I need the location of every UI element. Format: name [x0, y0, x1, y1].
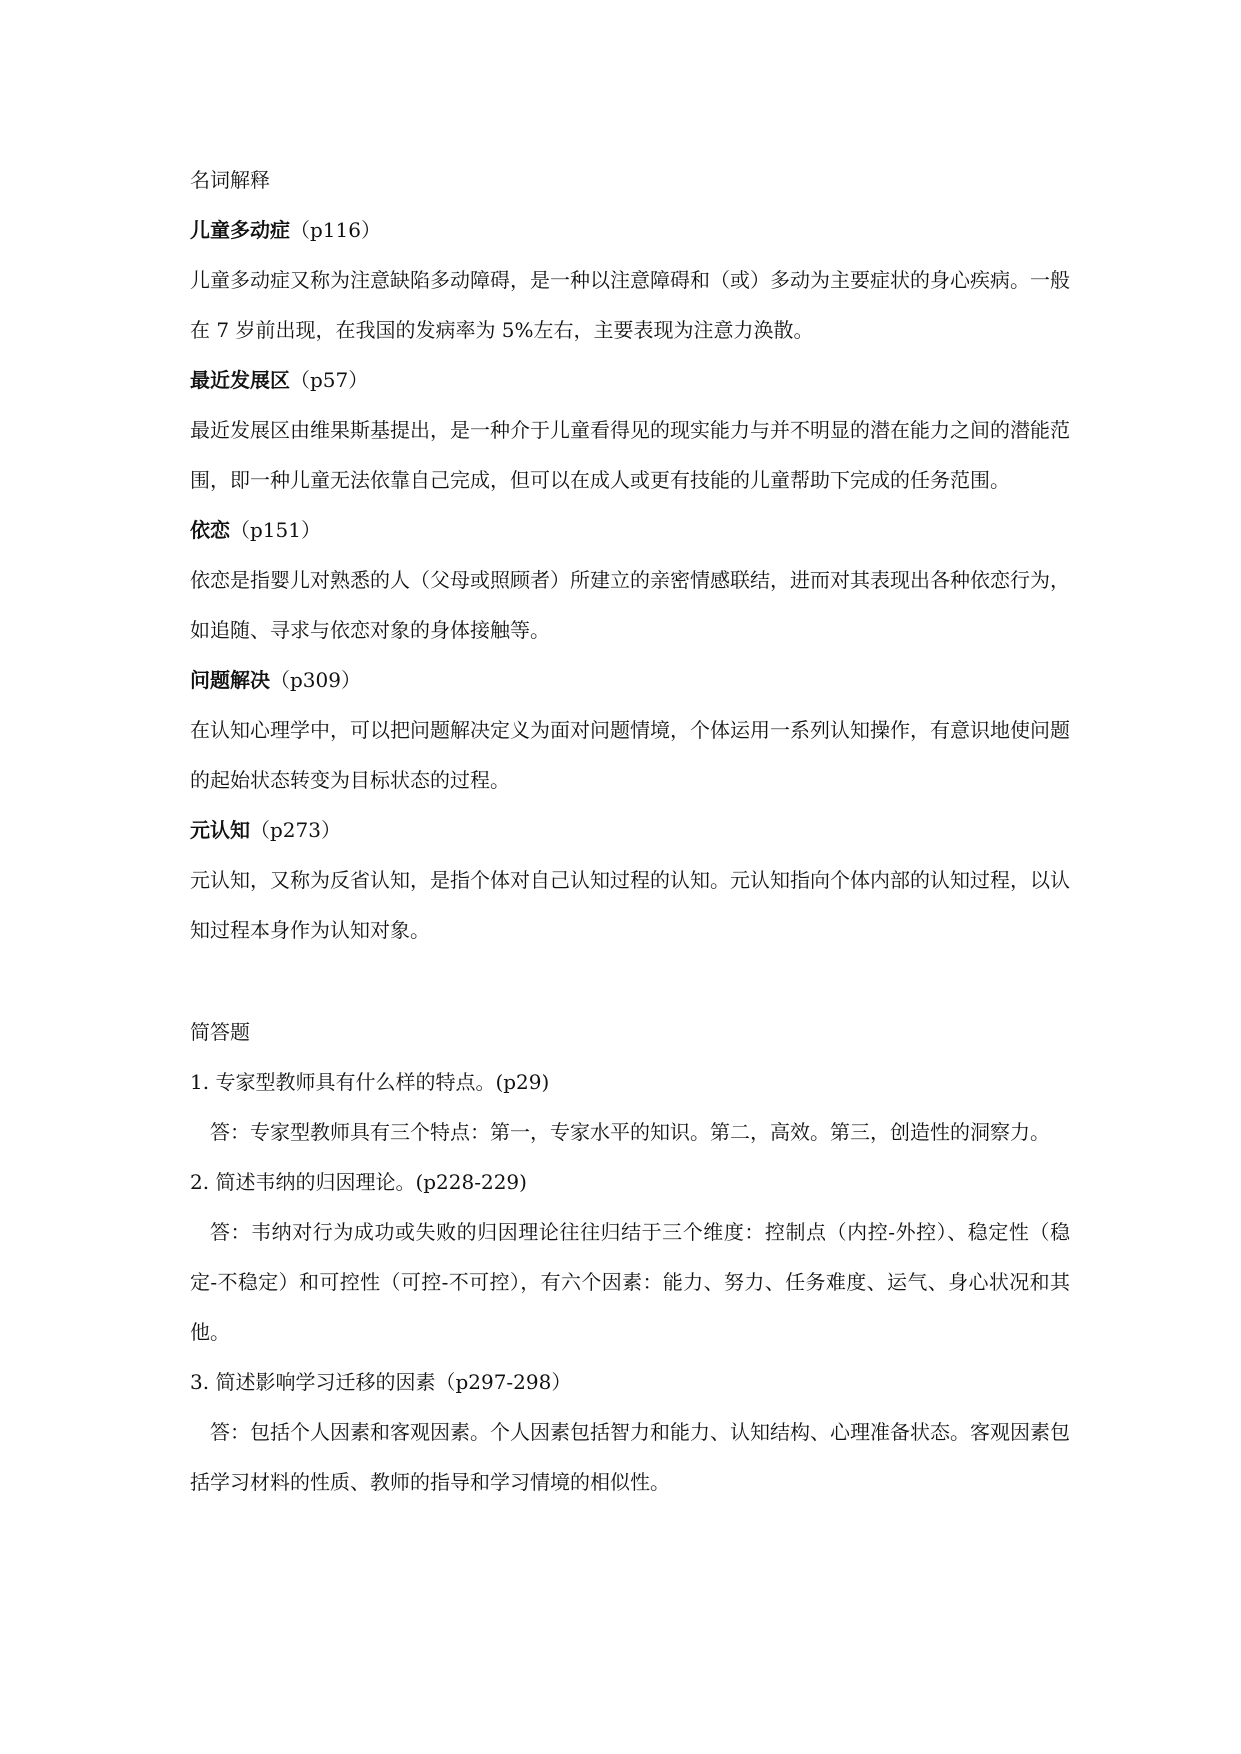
term-heading: [190, 505, 1070, 555]
question-text: 2. 简述韦纳的归因理论。(p228-229): [190, 1170, 527, 1194]
document-content: [190, 155, 1070, 1507]
definition-entry: [190, 805, 1070, 955]
question-entry: [190, 1157, 1070, 1357]
term-name: 最近发展区: [190, 368, 290, 392]
question-entry: [190, 1357, 1070, 1507]
term-name: 元认知: [190, 818, 250, 842]
term-definition: 依恋是指婴儿对熟悉的人（父母或照顾者）所建立的亲密情感联结，进而对其表现出各种依恋行为，如追随、寻求与依恋对象的身体接触等。: [190, 568, 1070, 642]
section-spacer: [190, 955, 1070, 1007]
question-text: 1. 专家型教师具有什么样的特点。(p29): [190, 1070, 550, 1094]
definition-entry: [190, 355, 1070, 505]
definition-entry: [190, 205, 1070, 355]
page-reference: （p57）: [290, 368, 369, 392]
term-heading: [190, 355, 1070, 405]
page-reference: （p151）: [230, 518, 321, 542]
question-entry: [190, 1057, 1070, 1157]
term-name: 儿童多动症: [190, 218, 290, 242]
term-definition: 在认知心理学中，可以把问题解决定义为面对问题情境，个体运用一系列认知操作，有意识地使问题的起始状态转变为目标状态的过程。: [190, 718, 1070, 792]
page-reference: （p273）: [250, 818, 341, 842]
term-name: 依恋: [190, 518, 230, 542]
term-definition: 元认知，又称为反省认知，是指个体对自己认知过程的认知。元认知指向个体内部的认知过程，以认知过程本身作为认知对象。: [190, 868, 1070, 942]
term-heading: [190, 655, 1070, 705]
term-name: 问题解决: [190, 668, 270, 692]
page-reference: （p116）: [290, 218, 381, 242]
definition-entry: [190, 655, 1070, 805]
definitions-section-title: 名词解释: [190, 168, 270, 192]
short-answers-section-title: 简答题: [190, 1020, 250, 1044]
answer-text: 答：专家型教师具有三个特点：第一，专家水平的知识。第二，高效。第三，创造性的洞察力。: [210, 1120, 1050, 1144]
term-heading: [190, 805, 1070, 855]
term-definition: 最近发展区由维果斯基提出，是一种介于儿童看得见的现实能力与并不明显的潜在能力之间的潜能范围，即一种儿童无法依靠自己完成，但可以在成人或更有技能的儿童帮助下完成的任务范围。: [190, 418, 1070, 492]
definition-entry: [190, 505, 1070, 655]
question-text: 3. 简述影响学习迁移的因素（p297-298）: [190, 1370, 572, 1394]
answer-text: 答：包括个人因素和客观因素。个人因素包括智力和能力、认知结构、心理准备状态。客观因素包括学习材料的性质、教师的指导和学习情境的相似性。: [190, 1420, 1070, 1494]
term-heading: [190, 205, 1070, 255]
page-reference: （p309）: [270, 668, 361, 692]
term-definition: 儿童多动症又称为注意缺陷多动障碍，是一种以注意障碍和（或）多动为主要症状的身心疾病。一般在 7 岁前出现，在我国的发病率为 5%左右，主要表现为注意力涣散。: [190, 268, 1070, 342]
answer-text: 答：韦纳对行为成功或失败的归因理论往往归结于三个维度：控制点（内控-外控）、稳定性（稳定-不稳定）和可控性（可控-不可控），有六个因素：能力、努力、任务难度、运气、身心状况和其他。: [190, 1220, 1070, 1344]
